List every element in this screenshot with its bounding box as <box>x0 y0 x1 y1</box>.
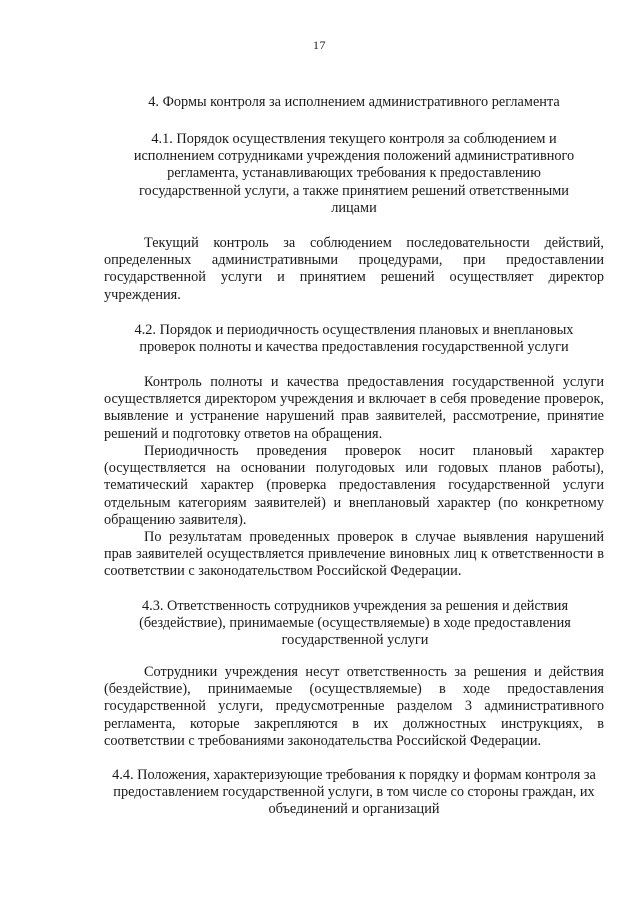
section-4-2-paragraph-3: По результатам проведенных проверок в случае выявления нарушений прав заявителей осуществляется привлечение виновных лиц к ответственности в соответствии с законодательством Российской Федерации. <box>104 529 604 580</box>
section-4-2-heading: 4.2. Порядок и периодичность осуществления плановых и внеплановых проверок полноты и качества предоставления государственной услуги <box>134 322 574 356</box>
section-4-1-heading: 4.1. Порядок осуществления текущего контроля за соблюдением и исполнением сотрудниками учреждения положений административного регламента, устанавливающих требования к предоставлению государственной услуги, а также принятием решений ответственными лицами <box>133 131 575 216</box>
section-4-2-paragraph-2: Периодичность проведения проверок носит плановый характер (осуществляется на основании полугодовых или годовых планов работы), тематический характер (проверка предоставления государственной услуги отдельным категориям заявителей) и внеплановый характер (по конкретному обращению заявителя). <box>104 443 604 528</box>
section-4-3-heading: 4.3. Ответственность сотрудников учреждения за решения и действия (бездействие), принимаемые (осуществляемые) в ходе предоставления государственной услуги <box>139 598 571 649</box>
section-4-1-paragraph-1: Текущий контроль за соблюдением последовательности действий, определенных административными процедурами, при предоставлении государственной услуги и принятием решений осуществляет директор учреждения. <box>104 235 604 303</box>
section-4-3-paragraph-1: Сотрудники учреждения несут ответственность за решения и действия (бездействие), принимаемые (осуществляемые) в ходе предоставления государственной услуги, предусмотренные разделом 3 административного регламента, которые закрепляются в их должностных инструкциях, в соответствии с требованиями законодательства Российской Федерации. <box>104 664 604 749</box>
section-4-2-paragraph-1: Контроль полноты и качества предоставления государственной услуги осуществляется директором учреждения и включает в себя проведение проверок, выявление и устранение нарушений прав заявителей, рассмотрение, принятие решений и подготовку ответов на обращения. <box>104 374 604 442</box>
page-number: 17 <box>313 38 326 52</box>
section-4-4-heading: 4.4. Положения, характеризующие требования к порядку и формам контроля за предоставлением государственной услуги, в том числе со стороны граждан, их объединений и организаций <box>112 767 596 818</box>
section-4-title: 4. Формы контроля за исполнением административного регламента <box>148 94 560 110</box>
